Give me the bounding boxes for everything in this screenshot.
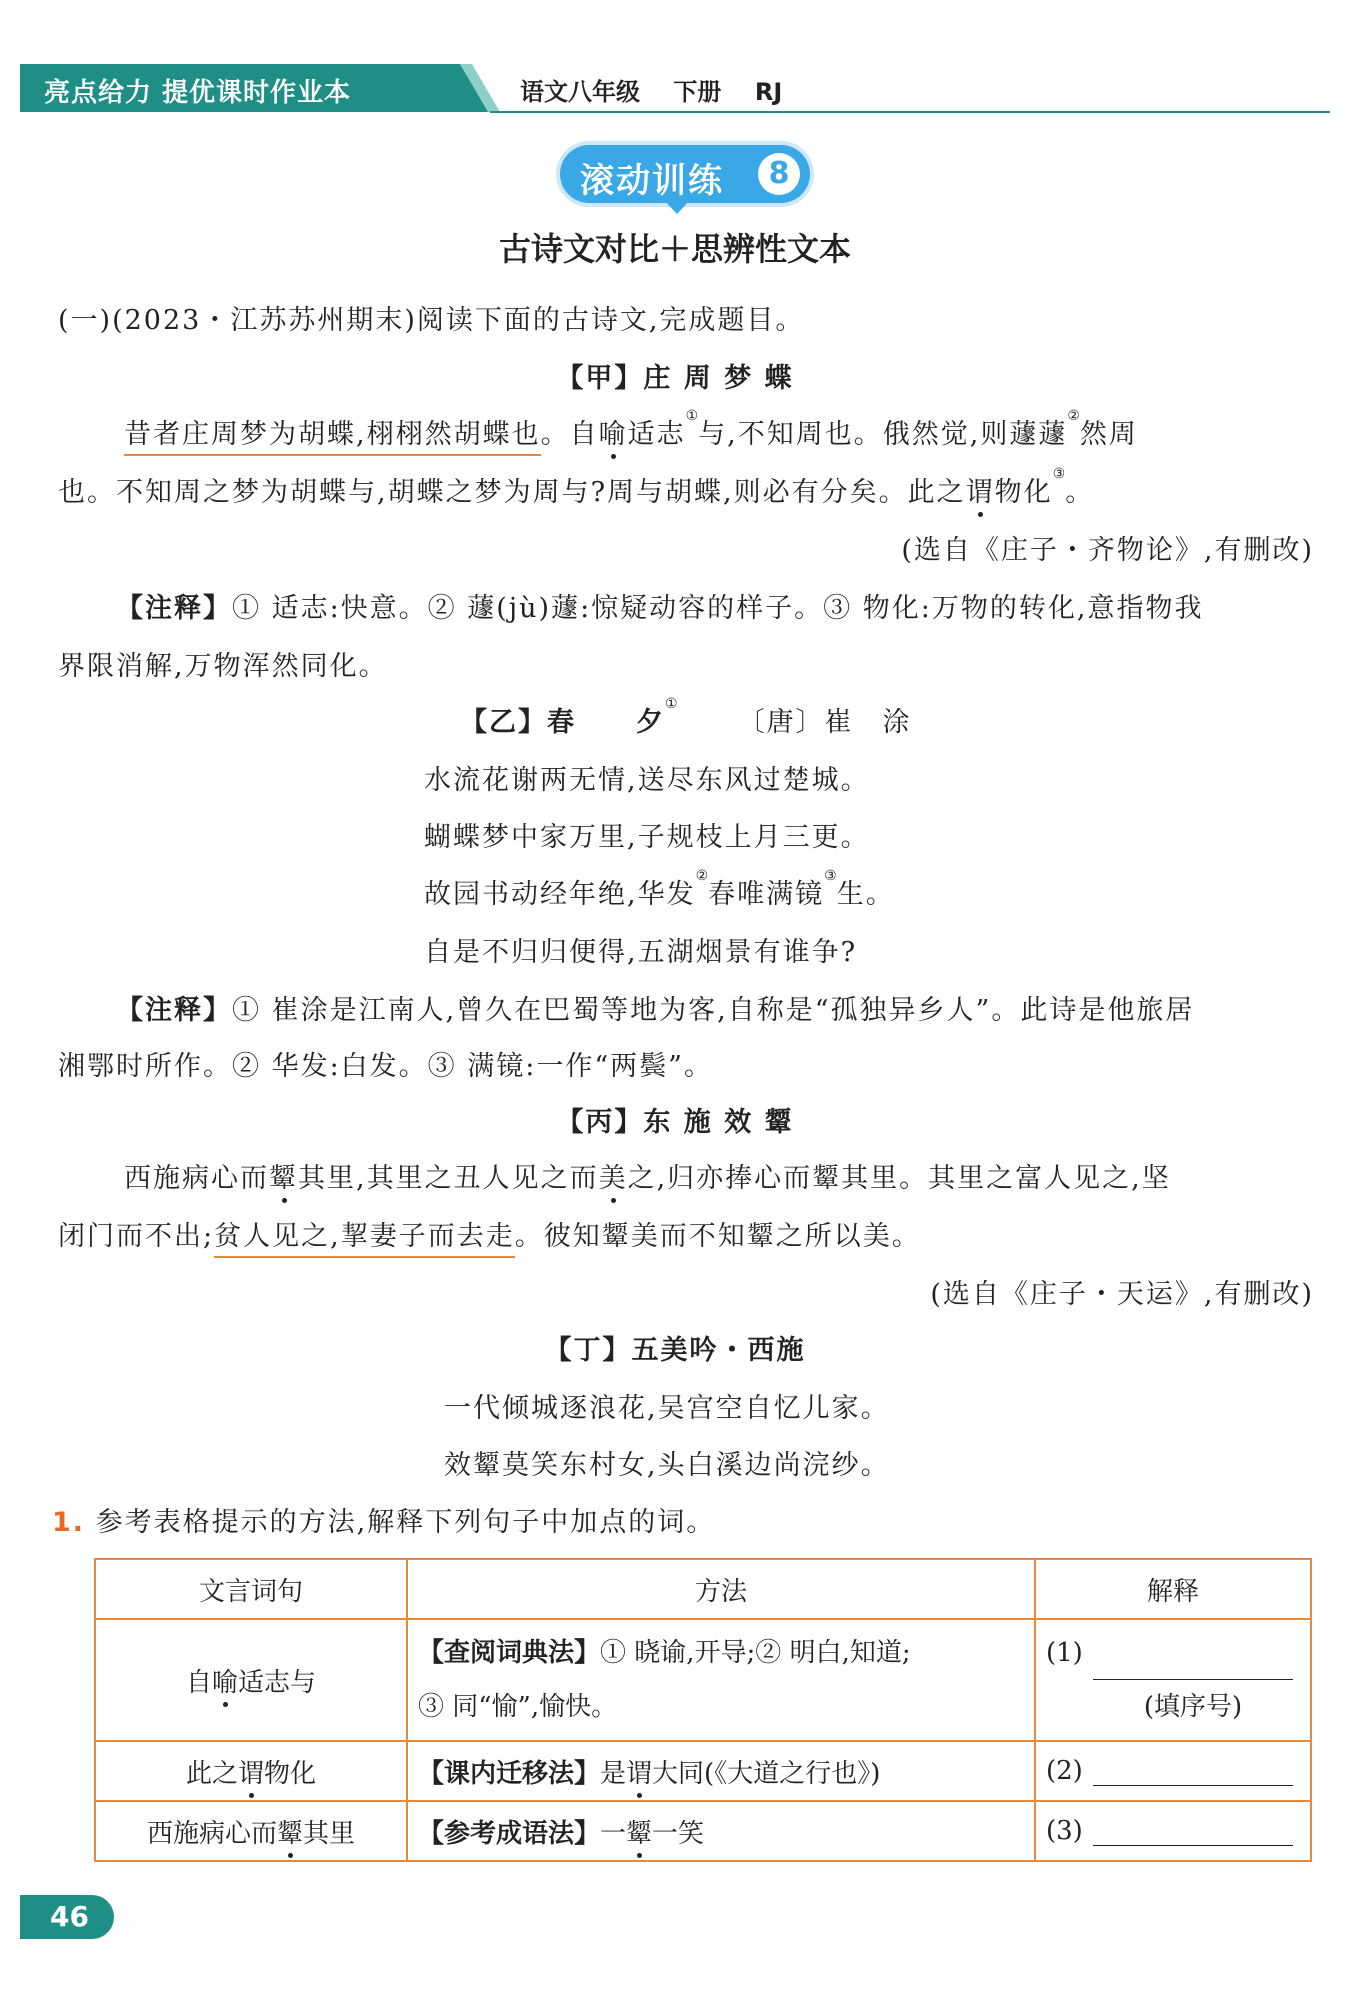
badge-title: 滚动训练 [580,161,724,201]
page-number: 46 [20,1895,114,1939]
dotted-word: 喻 [598,419,628,450]
section-subtitle: 古诗文对比＋思辨性文本 [498,230,851,268]
answer-blank-3[interactable] [1093,1821,1293,1846]
table-cell-phrase: 此之谓物化 [95,1741,407,1801]
table-cell-phrase: 西施病心而颦其里 [95,1801,407,1861]
badge-number: 8 [758,153,800,195]
question-text: 参考表格提示的方法,解释下列句子中加点的词。 [95,1507,716,1538]
answer-blank-1[interactable] [1093,1655,1293,1680]
dotted-word: 颦 [269,1163,298,1194]
column-header: 方法 [407,1559,1035,1619]
table-row [95,1801,1311,1861]
text-jia-line-2: 也。不知周之梦为胡蝶与,胡蝶之梦为周与?周与胡蝶,则必有分矣。此之谓物化③。 [58,466,1095,508]
text-yi-note-2: 湘鄂时所作。② 华发:白发。③ 满镜:一作“两鬓”。 [58,1051,713,1082]
underlined-sentence: 贫人见之,挈妻子而去走 [214,1221,515,1258]
text-yi-line-2: 蝴蝶梦中家万里,子规枝上月三更。 [424,822,870,853]
dotted-word: 颦 [626,1818,653,1849]
table-cell-answer: (2) [1035,1741,1311,1801]
text-bing-title: 【丙】东 施 效 颦 [556,1107,794,1138]
note-label: 【注释】 [116,593,232,624]
table-row [95,1741,1311,1801]
text-yi-line-3: 故园书动经年绝,华发②春唯满镜③生。 [424,868,895,910]
text-yi-line-4: 自是不归归便得,五湖烟景有谁争? [424,937,858,968]
badge-pointer [664,200,690,214]
table-cell-method: 【课内迁移法】是谓大同(《大道之行也》) [407,1741,1035,1801]
book-info: 语文八年级 下册 RJ [520,78,783,106]
section-badge [560,145,810,203]
text-yi-line-1: 水流花谢两无情,送尽东风过楚城。 [424,765,870,796]
column-header: 解释 [1035,1559,1311,1619]
poem-author: 〔唐〕崔 涂 [737,707,912,738]
answer-blank-2[interactable] [1093,1761,1293,1786]
table-cell-answer: (3) [1035,1801,1311,1861]
text-ding-line-1: 一代倾城逐浪花,吴宫空自忆儿家。 [444,1393,890,1424]
table-cell-answer: (1) (填序号) [1035,1619,1311,1741]
text-yi-title: 【乙】春 夕①〔唐〕崔 涂 [460,696,912,738]
text-jia-note-1: 【注释】① 适志:快意。② 蘧(jù)蘧:惊疑动容的样子。③ 物化:万物的转化,意指物我 [116,593,1204,624]
series-title: 亮点给力 提优课时作业本 [44,78,352,108]
dotted-word: 谓 [626,1758,653,1789]
dotted-word: 谓 [965,477,995,508]
text-jia-line-1: 昔者庄周梦为胡蝶,栩栩然胡蝶也。自喻适志①与,不知周也。俄然觉,则蘧蘧②然周 [124,412,1138,451]
table-cell-method: 【参考成语法】一颦一笑 [407,1801,1035,1861]
text-jia-note-2: 界限消解,万物浑然同化。 [58,651,388,682]
header-rule [490,111,1330,113]
table-row [95,1619,1311,1741]
question-number: 1. [52,1507,86,1538]
text-yi-note-1: 【注释】① 崔涂是江南人,曾久在巴蜀等地为客,自称是“孤独异乡人”。此诗是他旅居 [116,995,1195,1026]
dotted-word: 美 [598,1163,628,1194]
part-intro: (一)(2023・江苏苏州期末)阅读下面的古诗文,完成题目。 [58,305,805,336]
question-1 [52,1500,715,1539]
text-bing-source: (选自《庄子・天运》,有删改) [930,1279,1314,1310]
page-header [20,64,1330,112]
underlined-sentence: 昔者庄周梦为胡蝶,栩栩然胡蝶也 [124,419,541,456]
text-jia-title: 【甲】庄 周 梦 蝶 [556,363,794,394]
table-header-row [95,1559,1311,1619]
text-ding-line-2: 效颦莫笑东村女,头白溪边尚浣纱。 [444,1450,890,1481]
text-bing-line-2: 闭门而不出;贫人见之,挈妻子而去走。彼知颦美而不知颦之所以美。 [58,1214,921,1253]
column-header: 文言词句 [95,1559,407,1619]
dotted-word: 谓 [237,1758,264,1789]
dotted-word: 颦 [276,1818,303,1849]
note-label: 【注释】 [116,995,232,1026]
table-cell-phrase: 自喻适志与 [95,1619,407,1741]
text-bing-line-1: 西施病心而颦其里,其里之丑人见之而美之,归亦捧心而颦其里。其里之富人见之,坚 [124,1163,1171,1194]
dotted-word: 喻 [211,1667,238,1698]
answer-table [94,1558,1312,1862]
text-jia-source: (选自《庄子・齐物论》,有删改) [901,535,1314,566]
text-ding-title: 【丁】五美吟・西施 [544,1335,806,1366]
table-cell-method: 【查阅词典法】① 晓谕,开导;② 明白,知道; ③ 同“愉”,愉快。 [407,1619,1035,1741]
